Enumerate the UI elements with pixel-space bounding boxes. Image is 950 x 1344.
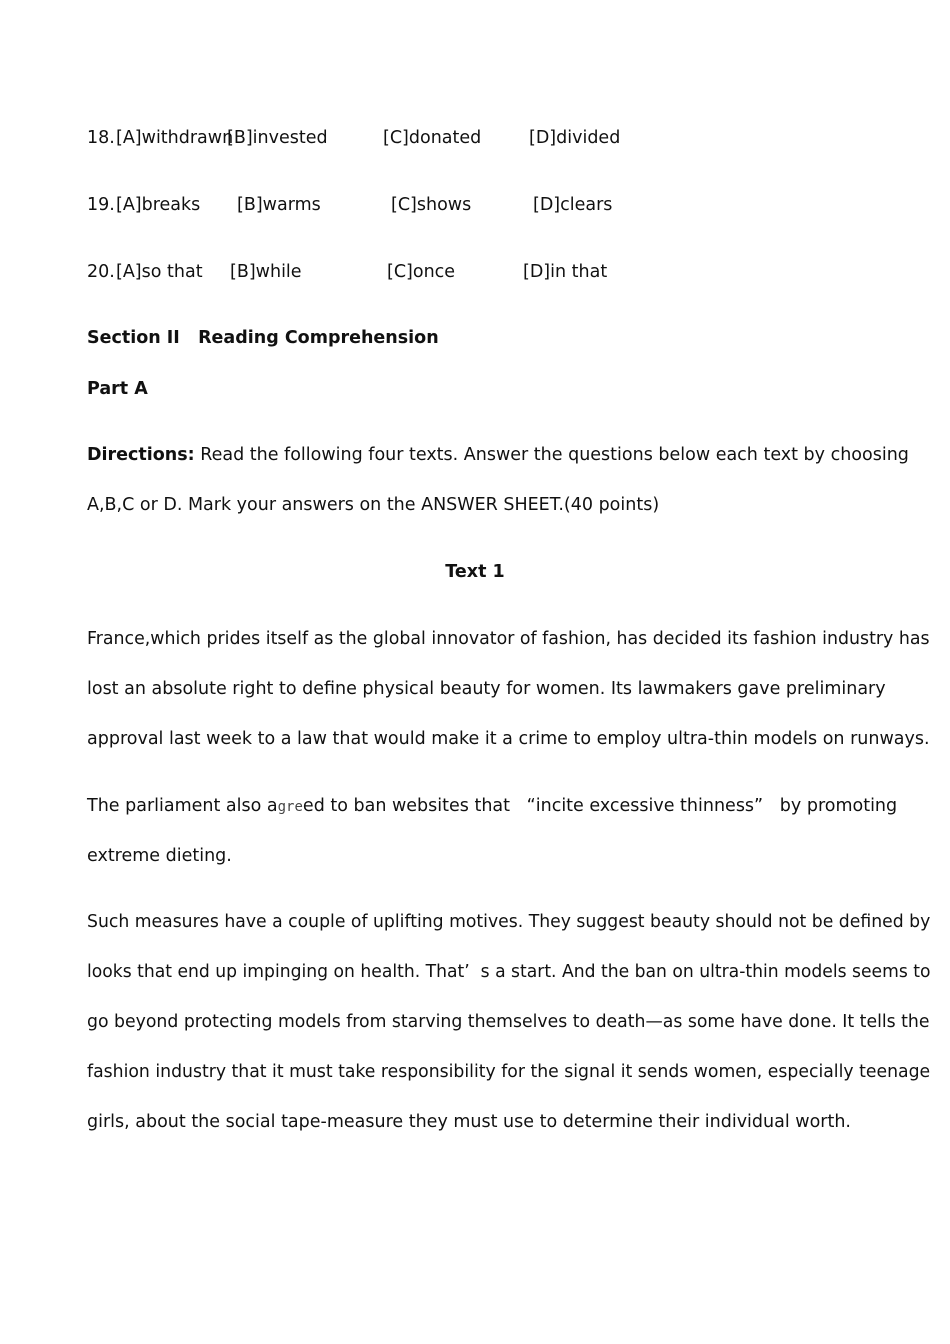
directions-line-2: A,B,C or D. Mark your answers on the ANSWER SHEET.(40 points)	[87, 495, 660, 515]
question-number: 19.	[87, 195, 115, 215]
text-title: Text 1	[445, 562, 505, 582]
option-b: [B]warms	[237, 195, 321, 215]
paragraph-line: looks that end up impinging on health. That’ s a start. And the ban on ultra-thin models seems to	[87, 962, 931, 982]
option-a: [A]so that	[116, 262, 203, 282]
option-b: [B]invested	[227, 128, 328, 148]
option-c: [C]donated	[383, 128, 482, 148]
paragraph-line	[87, 794, 897, 819]
directions-line-1	[87, 443, 909, 467]
question-number: 18.	[87, 128, 115, 148]
text-fragment-mono: gre	[277, 799, 303, 815]
option-a: [A]withdrawn	[116, 128, 234, 148]
paragraph-line: go beyond protecting models from starving themselves to death—as some have done. It tells the	[87, 1012, 930, 1032]
section-heading: Section II Reading Comprehension	[87, 328, 439, 348]
question-number: 20.	[87, 262, 115, 282]
option-c: [C]shows	[391, 195, 472, 215]
paragraph-line: France,which prides itself as the global innovator of fashion, has decided its fashion industry has	[87, 629, 930, 649]
text-fragment: ed to ban websites that “incite excessive thinness” by promoting	[302, 796, 898, 816]
option-c: [C]once	[387, 262, 456, 282]
part-heading: Part A	[87, 379, 148, 399]
text-fragment: The parliament also a	[87, 796, 278, 816]
paragraph-line: girls, about the social tape-measure they must use to determine their individual worth.	[87, 1112, 851, 1132]
paragraph-line: extreme dieting.	[87, 846, 232, 866]
paragraph-line: Such measures have a couple of uplifting motives. They suggest beauty should not be defined by	[87, 912, 931, 932]
option-b: [B]while	[230, 262, 302, 282]
paragraph-line: approval last week to a law that would make it a crime to employ ultra-thin models on runways.	[87, 729, 930, 749]
option-a: [A]breaks	[116, 195, 201, 215]
paragraph-line: fashion industry that it must take responsibility for the signal it sends women, especially teenage	[87, 1062, 931, 1082]
option-d: [D]divided	[529, 128, 621, 148]
paragraph-line: lost an absolute right to define physical beauty for women. Its lawmakers gave preliminary	[87, 679, 886, 699]
directions-label: Directions:	[87, 445, 195, 465]
option-d: [D]in that	[523, 262, 608, 282]
option-d: [D]clears	[533, 195, 613, 215]
directions-text: Read the following four texts. Answer the questions below each text by choosing	[194, 445, 909, 465]
